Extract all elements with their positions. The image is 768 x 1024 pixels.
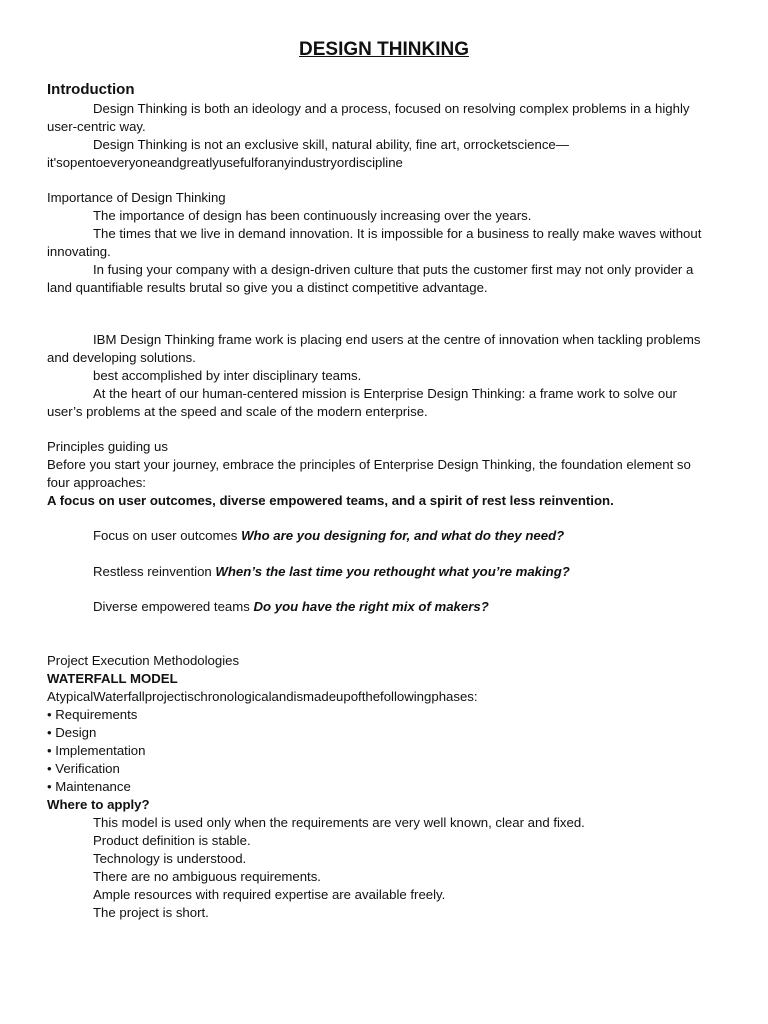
principle-label: Diverse empowered teams <box>93 599 254 614</box>
ibm-section <box>47 331 706 421</box>
importance-paragraph-2: The times that we live in demand innovation. It is impossible for a business to really make waves without innovating. <box>47 226 702 259</box>
where-list-item: Ample resources with required expertise are available freely. <box>93 887 446 902</box>
importance-heading: Importance of Design Thinking <box>47 190 226 205</box>
phase-list-item: • Requirements <box>47 707 138 722</box>
importance-paragraph-3: In fusing your company with a design-driven culture that puts the customer first may not only provider a land quantifiable results brutal so give you a distinct competitive advantage. <box>47 262 694 295</box>
importance-section <box>47 189 706 297</box>
methodologies-heading: Project Execution Methodologies <box>47 653 240 668</box>
phase-list-item: • Maintenance <box>47 779 131 794</box>
ibm-paragraph-3: At the heart of our human-centered mission is Enterprise Design Thinking: a frame work to solve our user’s problems at the speed and scale of the modern enterprise. <box>47 386 677 419</box>
phase-list-item: • Verification <box>47 761 120 776</box>
principle-label: Focus on user outcomes <box>93 528 242 543</box>
document-title: DESIGN THINKING <box>299 39 469 60</box>
ibm-paragraph-1: IBM Design Thinking frame work is placing end users at the centre of innovation when tackling problems and developing solutions. <box>47 332 701 365</box>
principles-paragraph: Before you start your journey, embrace the principles of Enterprise Design Thinking, the foundation element so four approaches: <box>47 457 691 490</box>
intro-paragraph-2: Design Thinking is not an exclusive skill, natural ability, fine art, orrocketscience—it'sopentoeveryoneandgreatlyusefulforanyindustryordiscipline <box>47 137 569 170</box>
ibm-paragraph-2: best accomplished by inter disciplinary teams. <box>93 368 362 383</box>
principle-question: Who are you designing for, and what do they need? <box>241 528 565 543</box>
waterfall-heading: WATERFALL MODEL <box>47 671 178 686</box>
methodologies-section <box>47 652 706 922</box>
where-list-item: The project is short. <box>93 905 209 920</box>
principle-item <box>47 598 706 616</box>
principle-item <box>47 527 706 545</box>
where-list-item: There are no ambiguous requirements. <box>93 869 321 884</box>
principle-label: Restless reinvention <box>93 564 216 579</box>
principle-item <box>47 563 706 581</box>
where-list-item: Technology is understood. <box>93 851 247 866</box>
where-list-item: This model is used only when the requirements are very well known, clear and fixed. <box>93 815 585 830</box>
principle-question: When’s the last time you rethought what you’re making? <box>215 564 570 579</box>
principles-heading: Principles guiding us <box>47 439 168 454</box>
where-to-apply-heading: Where to apply? <box>47 797 150 812</box>
intro-section <box>47 80 706 172</box>
where-list-item: Product definition is stable. <box>93 833 251 848</box>
waterfall-description: AtypicalWaterfallprojectischronologicalandismadeupofthefollowingphases: <box>47 689 478 704</box>
importance-paragraph-1: The importance of design has been continuously increasing over the years. <box>93 208 532 223</box>
intro-paragraph-1: Design Thinking is both an ideology and a process, focused on resolving complex problems in a highly user-centric way. <box>47 101 690 134</box>
intro-heading: Introduction <box>47 81 135 98</box>
phase-list-item: • Implementation <box>47 743 146 758</box>
principle-question: Do you have the right mix of makers? <box>253 599 489 614</box>
principles-bold-statement: A focus on user outcomes, diverse empowered teams, and a spirit of rest less reinvention. <box>47 493 614 508</box>
principles-section <box>47 438 706 510</box>
phase-list-item: • Design <box>47 725 97 740</box>
